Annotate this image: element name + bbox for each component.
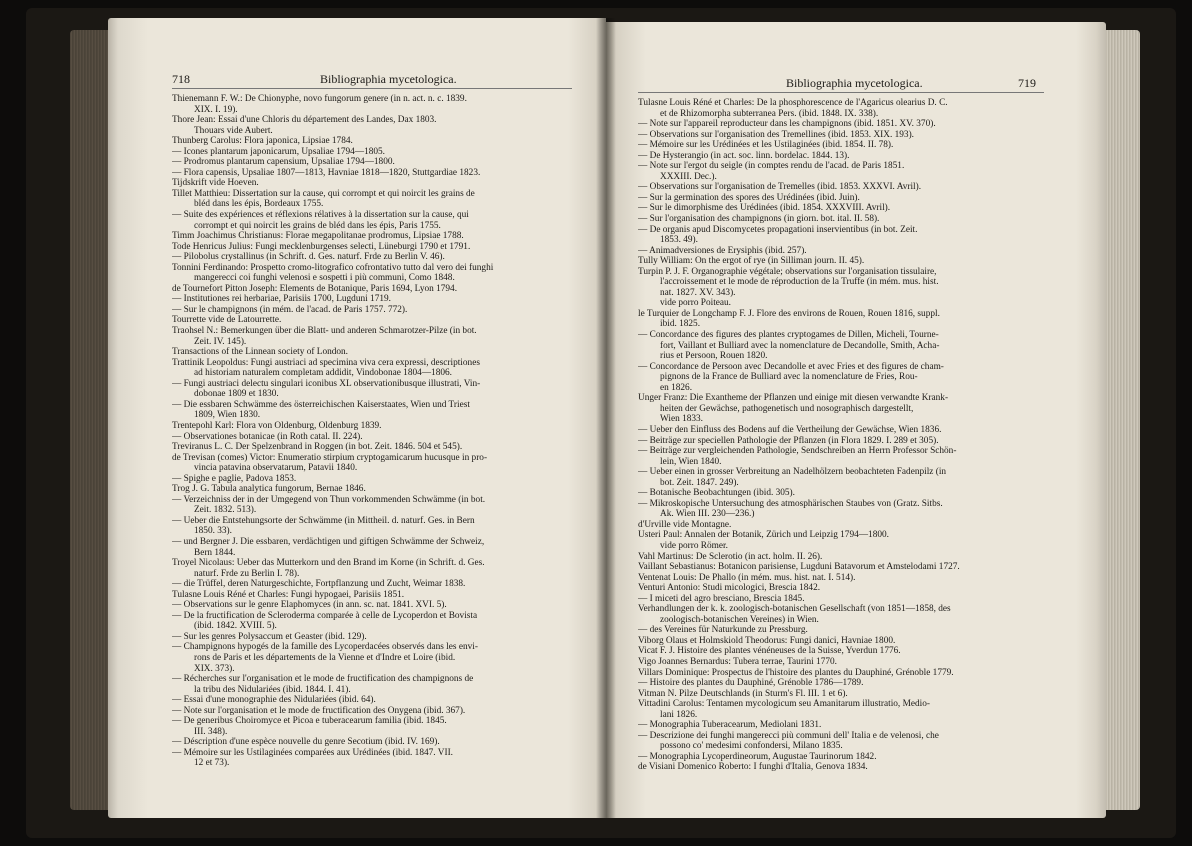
text-line: Tillet Matthieu: Dissertation sur la cause, qui corrompt et qui noircit les grains de: [172, 188, 475, 199]
text-line: — die Trüffel, deren Naturgeschichte, Fortpflanzung und Zucht, Weimar 1838.: [172, 579, 466, 590]
text-line: — Ueber die Entstehungsorte der Schwämme (in Mittheil. d. naturf. Ges. in Bern: [172, 515, 475, 526]
text-line: — De Hysterangio (in act. soc. linn. bordelac. 1844. 13).: [638, 150, 850, 161]
text-line: — Sur le dimorphisme des Urédinées (ibid. 1854. XXXVIII. Avril).: [638, 203, 891, 214]
text-line: III. 348).: [194, 726, 228, 737]
text-line: l'accroissement et le mode de réproduction de la Truffe (in mém. mus. hist.: [660, 277, 939, 288]
text-line: vincia patavina observatarum, Patavii 1840.: [194, 463, 358, 474]
text-line: — Essai d'une monographie des Nidulariées (ibid. 64).: [172, 695, 376, 706]
text-line: Verhandlungen der k. k. zoologisch-botanischen Gesellschaft (von 1851—1858, des: [638, 604, 951, 615]
text-line: — Flora capensis, Upsaliae 1807—1813, Havniae 1818—1820, Stuttgardiae 1823.: [172, 167, 481, 178]
text-line: 1853. 49).: [660, 235, 698, 246]
text-line: Timm Joachimus Christianus: Florae megapolitanae prodromus, Lipsiae 1788.: [172, 231, 464, 242]
text-line: de Visiani Domenico Roberto: I funghi d'Italia, Genova 1834.: [638, 762, 868, 773]
text-line: — Sur les genres Polysaccum et Geaster (ibid. 129).: [172, 631, 367, 642]
text-line: naturf. Frde zu Berlin I. 78).: [194, 568, 300, 579]
text-line: — Spighe e paglie, Padova 1853.: [172, 473, 297, 484]
text-line: 1850. 33).: [194, 526, 232, 537]
right-page: [606, 22, 1106, 818]
text-line: Wien 1833.: [660, 414, 704, 425]
left-page-edges: [70, 30, 108, 810]
text-line: — Mikroskopische Untersuchung des atmosphärischen Staubes von (Gratz. Sitbs.: [638, 498, 943, 509]
text-line: bléd dans les épis, Bordeaux 1755.: [194, 199, 324, 210]
text-line: rons de Paris et les départements de la Vienne et d'Indre et Loire (ibid.: [194, 652, 456, 663]
text-line: (ibid. 1842. XVIII. 5).: [194, 621, 277, 632]
text-line: et de Rhizomorpha subterranea Pers. (ibid. 1848. IX. 338).: [660, 108, 879, 119]
text-line: — Die essbaren Schwämme des österreichischen Kaiserstaates, Wien und Triest: [172, 399, 470, 410]
text-line: dobonae 1809 et 1830.: [194, 389, 279, 400]
text-line: — Institutiones rei herbariae, Parisiis 1700, Lugduni 1719.: [172, 294, 391, 305]
text-line: XIX. 373).: [194, 663, 235, 674]
text-line: ad historiam naturalem completam addidit, Vindobonae 1804—1806.: [194, 368, 452, 379]
text-line: 1809, Wien 1830.: [194, 410, 261, 421]
text-line: Villars Dominique: Prospectus de l'histoire des plantes du Dauphiné, Grénoble 1779.: [638, 667, 954, 678]
text-line: Traohsel N.: Bemerkungen über die Blatt- und anderen Schmarotzer-Pilze (in bot.: [172, 326, 477, 337]
text-line: — Prodromus plantarum capensium, Upsaliae 1794—1800.: [172, 157, 395, 168]
text-line: ibid. 1825.: [660, 319, 701, 330]
text-line: possono co' medesimi confondersi, Milano 1835.: [660, 741, 843, 752]
text-line: — De organis apud Discomycetes propagationi inservientibus (in bot. Zeit.: [638, 224, 918, 235]
text-line: Tourrette vide de Latourrette.: [172, 315, 282, 326]
text-line: — Sur l'organisation des champignons (in giorn. bot. ital. II. 58).: [638, 214, 880, 225]
text-line: lein, Wien 1840.: [660, 456, 722, 467]
text-line: Trattinik Leopoldus: Fungi austriaci ad specimina viva cera expressi, descriptiones: [172, 357, 480, 368]
text-line: — Beiträge zur vergleichenden Pathologie, Sendschreiben an Herrn Professor Schön-: [638, 446, 957, 457]
text-line: — Déscription d'une espèce nouvelle du genre Secotium (ibid. IV. 169).: [172, 737, 440, 748]
text-line: Vicat F. J. Histoire des plantes vénéneuses de la Suisse, Yverdun 1776.: [638, 646, 901, 657]
text-line: — Récherches sur l'organisation et le mode de fructification des champignons de: [172, 674, 474, 685]
text-line: — Botanische Beobachtungen (ibid. 305).: [638, 488, 795, 499]
text-line: Thore Jean: Essai d'une Chloris du département des Landes, Dax 1803.: [172, 115, 437, 126]
running-title-right: Bibliographia mycetologica.: [786, 76, 923, 90]
text-line: XXXIII. Dec.).: [660, 171, 717, 182]
text-line: — Mémoire sur les Ustilaginées comparées aux Urédinées (ibid. 1847. VII.: [172, 747, 453, 758]
text-line: Trentepohl Karl: Flora von Oldenburg, Oldenburg 1839.: [172, 420, 382, 431]
text-line: — Observations sur l'organisation des Tremellines (ibid. 1853. XIX. 193).: [638, 129, 914, 140]
text-line: Zeit. 1832. 513).: [194, 505, 257, 516]
text-line: en 1826.: [660, 382, 693, 393]
text-line: Viborg Olaus et Holmskiold Theodorus: Fungi danici, Havniae 1800.: [638, 635, 896, 646]
text-line: Bern 1844.: [194, 547, 236, 558]
text-line: — Mémoire sur les Urédinées et les Ustilaginées (ibid. 1854. II. 78).: [638, 140, 894, 151]
text-line: Tode Henricus Julius: Fungi mecklenburgenses selecti, Lüneburgi 1790 et 1791.: [172, 241, 471, 252]
text-line: Thienemann F. W.: De Chionyphe, novo fungorum genere (in n. act. n. c. 1839.: [172, 94, 467, 104]
text-line: — Sur la germination des spores des Urédinées (ibid. Juin).: [638, 192, 860, 203]
text-line: Transactions of the Linnean society of London.: [172, 347, 349, 358]
text-line: Vaillant Sebastianus: Botanicon parisiense, Lugduni Batavorum et Amstelodami 1727.: [638, 562, 960, 573]
left-page-text: [172, 94, 572, 769]
text-line: Ak. Wien III. 230—236.): [660, 509, 755, 520]
text-line: — Monographia Lycoperdineorum, Augustae Taurinorum 1842.: [638, 751, 877, 762]
text-line: corrompt et qui noircit les grains de bléd dans les épis, Paris 1755.: [194, 220, 441, 231]
text-line: — Monographia Tuberacearum, Mediolani 1831.: [638, 720, 822, 731]
text-line: Unger Franz: Die Exantheme der Pflanzen und einige mit diesen verwandte Krank-: [638, 393, 949, 404]
text-line: — De generibus Choiromyce et Picoa e tuberacearum familia (ibid. 1845.: [172, 716, 447, 727]
text-line: Vittadini Carolus: Tentamen mycologicum seu Amanitarum illustratio, Medio-: [638, 699, 930, 710]
text-line: — Concordance des figures des plantes cryptogames de Dillen, Micheli, Tourne-: [638, 330, 939, 341]
text-line: — Fungi austriaci delectu singulari iconibus XL observationibusque illustrati, Vin-: [172, 378, 481, 389]
text-line: Tulasne Louis Réné et Charles: Fungi hypogaei, Parisiis 1851.: [172, 589, 405, 600]
page-number-left: 718: [172, 72, 190, 86]
text-line: Treviranus L. C. Der Spelzenbrand in Roggen (in bot. Zeit. 1846. 504 et 545).: [172, 442, 463, 453]
text-line: zoologisch-botanischen Vereines) in Wien.: [660, 614, 819, 625]
text-line: nat. 1827. XV. 343).: [660, 287, 736, 298]
text-line: fort, Vaillant et Bulliard avec la nomenclature de Decandolle, Smith, Acha-: [660, 340, 940, 351]
right-page-text: [638, 98, 1044, 773]
text-line: — und Bergner J. Die essbaren, verdächtigen und giftigen Schwämme der Schweiz,: [172, 536, 485, 547]
text-line: — Note sur l'organisation et le mode de fructification des Onygena (ibid. 367).: [172, 705, 466, 716]
text-line: — Observations sur le genre Elaphomyces (in ann. sc. nat. 1841. XVI. 5).: [172, 600, 447, 611]
text-line: — Champignons hypogés de la famille des Lycoperdacées observés dans les envi-: [172, 642, 478, 653]
text-line: — des Vereines für Naturkunde zu Pressburg.: [638, 625, 808, 636]
text-line: Thouars vide Aubert.: [194, 125, 273, 136]
text-line: — Histoire des plantes du Dauphiné, Grénoble 1786—1789.: [638, 678, 864, 689]
text-line: Tonnini Ferdinando: Prospetto cromo-litografico cofrontativo tutto dal vero dei funghi: [172, 262, 494, 273]
text-line: d'Urville vide Montagne.: [638, 519, 732, 530]
text-line: mangerecci coi funghi velenosi e sospetti i più communi, Como 1848.: [194, 273, 455, 284]
text-line: — De la fructification de Scleroderma comparée à celle de Lycoperdon et Bovista: [172, 610, 478, 621]
text-line: vide porro Poiteau.: [660, 298, 732, 309]
text-line: — Ueber einen in grosser Verbreitung an Nadelhölzern beobachteten Fadenpilz (in: [638, 467, 947, 478]
header-rule-right: [638, 92, 1044, 93]
text-line: pignons de la France de Bulliard avec la nomenclature de Fries, Rou-: [660, 372, 918, 383]
text-line: — Observationes botanicae (in Roth catal. II. 224).: [172, 431, 363, 442]
text-line: bot. Zeit. 1847. 249).: [660, 477, 739, 488]
text-line: Venturi Antonio: Studi micologici, Brescia 1842.: [638, 583, 821, 594]
text-line: Vahl Martinus: De Sclerotio (in act. holm. II. 26).: [638, 551, 823, 562]
text-line: Thunberg Carolus: Flora japonica, Lipsiae 1784.: [172, 136, 353, 147]
text-line: — I miceti del agro bresciano, Brescia 1845.: [638, 593, 805, 604]
text-line: Trog J. G. Tabula analytica fungorum, Bernae 1846.: [172, 484, 366, 495]
text-line: — Concordance de Persoon avec Decandolle et avec Fries et des figures de cham-: [638, 361, 944, 372]
text-line: lani 1826.: [660, 709, 698, 720]
text-line: le Turquier de Longchamp F. J. Flore des environs de Rouen, Rouen 1816, suppl.: [638, 308, 940, 319]
text-line: Zeit. IV. 145).: [194, 336, 247, 347]
book-gutter: [596, 18, 616, 818]
text-line: — Ueber den Einfluss des Bodens auf die Vertheilung der Gewächse, Wien 1836.: [638, 424, 942, 435]
text-line: Tully William: On the ergot of rye (in Silliman journ. II. 45).: [638, 256, 865, 267]
running-title-left: Bibliographia mycetologica.: [320, 72, 457, 86]
text-line: Usteri Paul: Annalen der Botanik, Zürich und Leipzig 1794—1800.: [638, 530, 889, 541]
text-line: Vigo Joannes Bernardus: Tubera terrae, Taurini 1770.: [638, 656, 837, 667]
text-line: la tribu des Nidulariées (ibid. 1844. I. 41).: [194, 684, 351, 695]
text-line: — Note sur l'appareil reproducteur dans les champignons (ibid. 1851. XV. 370).: [638, 119, 936, 130]
text-line: Vitman N. Pilze Deutschlands (in Sturm's Fl. III. 1 et 6).: [638, 688, 848, 699]
text-line: Tijdskrift vide Hoeven.: [172, 178, 259, 189]
text-line: vide porro Römer.: [660, 540, 728, 551]
text-line: — Note sur l'ergot du seigle (in comptes rendu de l'acad. de Paris 1851.: [638, 161, 905, 172]
page-number-right: 719: [1018, 76, 1036, 90]
text-line: de Tournefort Pitton Joseph: Elements de Botanique, Paris 1694, Lyon 1794.: [172, 283, 458, 294]
text-line: — Animadversiones de Erysiphis (ibid. 257).: [638, 245, 807, 256]
text-line: Turpin P. J. F. Organographie végétale; observations sur l'organisation tissulaire,: [638, 266, 937, 277]
text-line: rius et Persoon, Rouen 1820.: [660, 351, 768, 362]
text-line: — Descrizione dei funghi mangerecci più communi dell' Italia e de velenosi, che: [638, 730, 939, 741]
text-line: Troyel Nicolaus: Ueber das Mutterkorn und den Brand im Korne (in Schrift. d. Ges.: [172, 558, 485, 569]
text-line: Tulasne Louis Réné et Charles: De la phosphorescence de l'Agaricus olearius D. C.: [638, 98, 948, 108]
text-line: — Observations sur l'organisation de Tremelles (ibid. 1853. XXXVI. Avril).: [638, 182, 922, 193]
text-line: — Verzeichniss der in der Umgegend von Thun vorkommenden Schwämme (in bot.: [172, 494, 486, 505]
text-line: XIX. I. 19).: [194, 104, 238, 115]
left-page: [108, 18, 606, 818]
text-line: — Pilobolus crystallinus (in Schrift. d. Ges. naturf. Frde zu Berlin V. 46).: [172, 252, 445, 263]
text-line: Ventenat Louis: De Phallo (in mém. mus. hist. nat. I. 514).: [638, 572, 856, 583]
right-page-edges: [1106, 30, 1140, 810]
text-line: — Sur le champignons (in mém. de l'acad. de Paris 1757. 772).: [172, 304, 408, 315]
text-line: heiten der Gewächse, pathogenetisch und nosographisch dargestellt,: [660, 403, 914, 414]
text-line: — Suite des expériences et réflexions rélatives à la dissertation sur la cause, qui: [172, 210, 469, 221]
text-line: — Beiträge zur speciellen Pathologie der Pflanzen (in Flora 1829. I. 289 et 305).: [638, 435, 939, 446]
text-line: — Icones plantarum japonicarum, Upsaliae 1794—1805.: [172, 146, 385, 157]
text-line: 12 et 73).: [194, 758, 230, 769]
header-rule-left: [172, 88, 572, 89]
text-line: de Trevisan (comes) Victor: Enumeratio stirpium cryptogamicarum hucusque in pro-: [172, 452, 488, 463]
